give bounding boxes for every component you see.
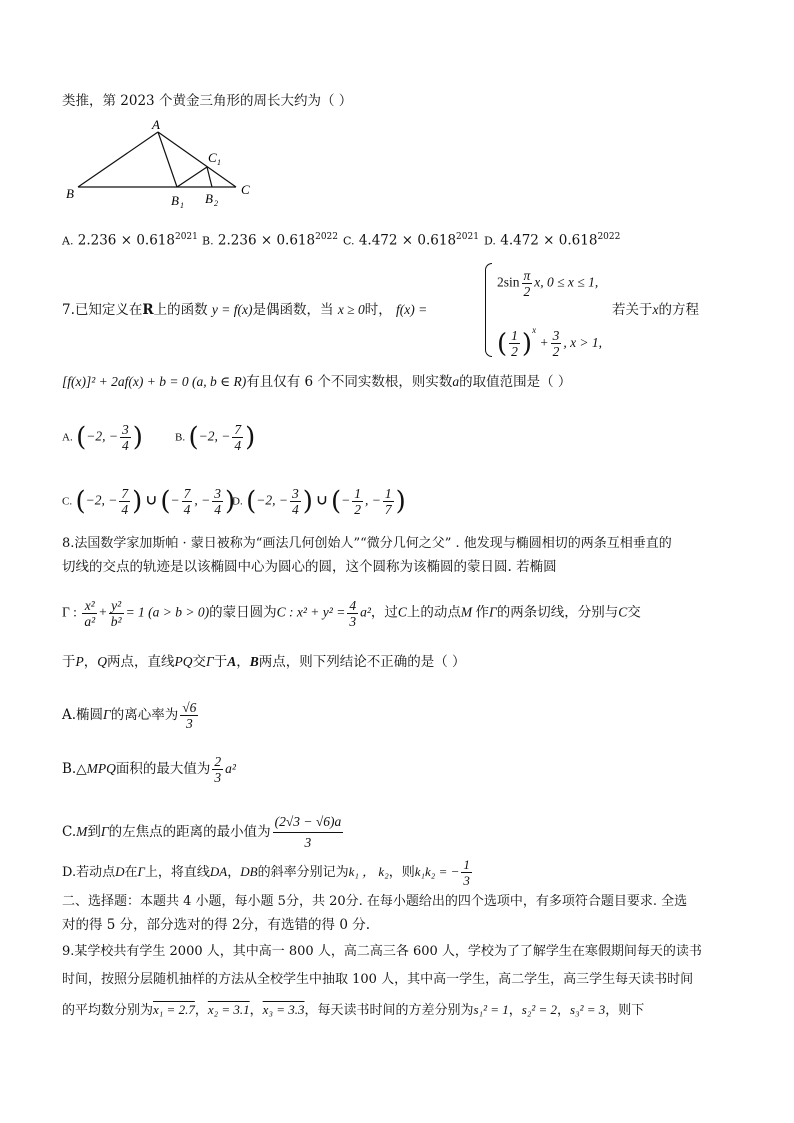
label-B1: B xyxy=(171,193,179,208)
label-B: B xyxy=(66,186,74,201)
label-B2-sub: 2 xyxy=(214,199,218,208)
q8-stem-line3: Γ : $\frac{\text{x²}}{\text{a²}}$ + $\frac{\text{y²}}{\text{b²}}$ = 1 (a > b > 0)的蒙日圆为C : x² + y² = $\frac{4}{3}$ a²，过C上的动点M 作Γ的两条切线，分别与C交 xyxy=(62,598,641,629)
q6-option-d[interactable]: D. $4.472 \times 0.618^{2022}$ xyxy=(484,232,621,249)
label-B2: B xyxy=(205,191,213,206)
q8-stem-line4: 于P，Q两点，直线PQ交Γ于A，B两点，则下列结论不正确的是（ ） xyxy=(62,654,466,670)
section2-heading-line1: 二、选择题：本题共 4 小题，每小题 5分，共 20分. 在每小题给出的四个选项中，有多项符合题目要求. 全选 xyxy=(62,894,688,909)
q6-option-c[interactable]: C. $4.472 \times 0.618^{2021}$ xyxy=(343,232,479,249)
q7-stem-line2: [f(x)]² + 2af(x) + b = 0 (a, b ∈ R)有且仅有 6 个不同实数根，则实数a的取值范围是（ ） xyxy=(62,374,572,390)
label-C1-sub: 1 xyxy=(217,158,221,167)
q8-option-a[interactable]: A.椭圆Γ的离心率为 $\frac{√6}{3}$ xyxy=(62,700,197,731)
q7-case-2: ( $\frac{1}{2}$ )$^x$ + $\frac{3}{2}$ , x > 1, xyxy=(497,325,603,360)
label-C1: C xyxy=(208,150,217,165)
q6-intro: 类推，第 2023 个黄金三角形的周长大约为（ ） xyxy=(62,93,353,109)
q7-stem-tail: 若关于x的方程 xyxy=(612,302,699,318)
q9-stem-line2: 时间，按照分层随机抽样的方法从全校学生中抽取 100 人，其中高一学生，高二学生，高三学生每天读书时间 xyxy=(62,972,694,987)
golden-triangle-figure xyxy=(60,118,260,210)
label-B1-sub: 1 xyxy=(180,201,184,210)
edge-B1C1 xyxy=(177,167,207,187)
q8-option-b[interactable]: B.△MPQ面积的最大值为 $\frac{2}{3}$ a² xyxy=(62,754,236,785)
q7-stem-line1: 7.已知定义在R上的函数 y = f(x)是偶函数，当 x ≥ 0时， f(x) = xyxy=(62,302,428,318)
q8-option-d[interactable]: D.若动点D在Γ上，将直线DA，DB的斜率分别记为k₁ ， k₂，则k₁k₂ = − $\frac{1}{3}$ xyxy=(62,857,470,888)
edge-AC xyxy=(158,132,236,187)
q7-option-b[interactable]: B. (−2, − $\frac{7}{4}$ ) xyxy=(175,422,256,453)
q8-option-c[interactable]: C.M到Γ的左焦点的距离的最小值为 $\frac{(2√3 - √6)a}{3}$ xyxy=(62,814,342,850)
q6-option-b[interactable]: B. $2.236 \times 0.618^{2022}$ xyxy=(202,232,339,249)
q6-option-a[interactable]: A. $2.236 \times 0.618^{2021}$ xyxy=(62,232,198,249)
edge-BA xyxy=(78,132,158,187)
q7-case-1: 2sin $\frac{\pi}{2}$ x, 0 ≤ x ≤ 1, xyxy=(497,268,599,299)
q8-stem-line1: 8.法国数学家加斯帕 · 蒙日被称为“画法几何创始人”“微分几何之父” . 他发现与椭圆相切的两条互相垂直的 xyxy=(62,536,672,551)
q7-option-d[interactable]: D. (−2, − $\frac{3}{4}$ ) ∪ (− $\frac{1}{2}$ , − $\frac{1}{7}$ ) xyxy=(232,486,406,517)
label-A: A xyxy=(152,118,160,132)
edge-AB1 xyxy=(158,132,177,187)
label-C: C xyxy=(241,182,250,197)
q9-stem-line1: 9.某学校共有学生 2000 人，其中高一 800 人，高二高三各 600 人，学校为了了解学生在寒假期间每天的读书 xyxy=(62,944,702,959)
q7-piecewise-brace xyxy=(485,263,492,357)
q7-option-a[interactable]: A. (−2, − $\frac{3}{4}$ ) xyxy=(62,422,143,453)
q9-stem-line3: 的平均数分别为x₁ = 2.7，x₂ = 3.1，x₃ = 3.3，每天读书时间的方差分别为s₁² = 1，s₂² = 2，s₃² = 3，则下 xyxy=(62,1002,645,1018)
section2-heading-line2: 对的得 5 分，部分选对的得 2分，有选错的得 0 分. xyxy=(62,917,371,933)
q7-option-c[interactable]: C. (−2, − $\frac{7}{4}$ ) ∪ (− $\frac{7}{4}$ , − $\frac{3}{4}$ ) xyxy=(62,486,236,517)
q8-stem-line2: 切线的交点的轨迹是以该椭圆中心为圆心的圆，这个圆称为该椭圆的蒙日圆. 若椭圆 xyxy=(62,559,557,575)
